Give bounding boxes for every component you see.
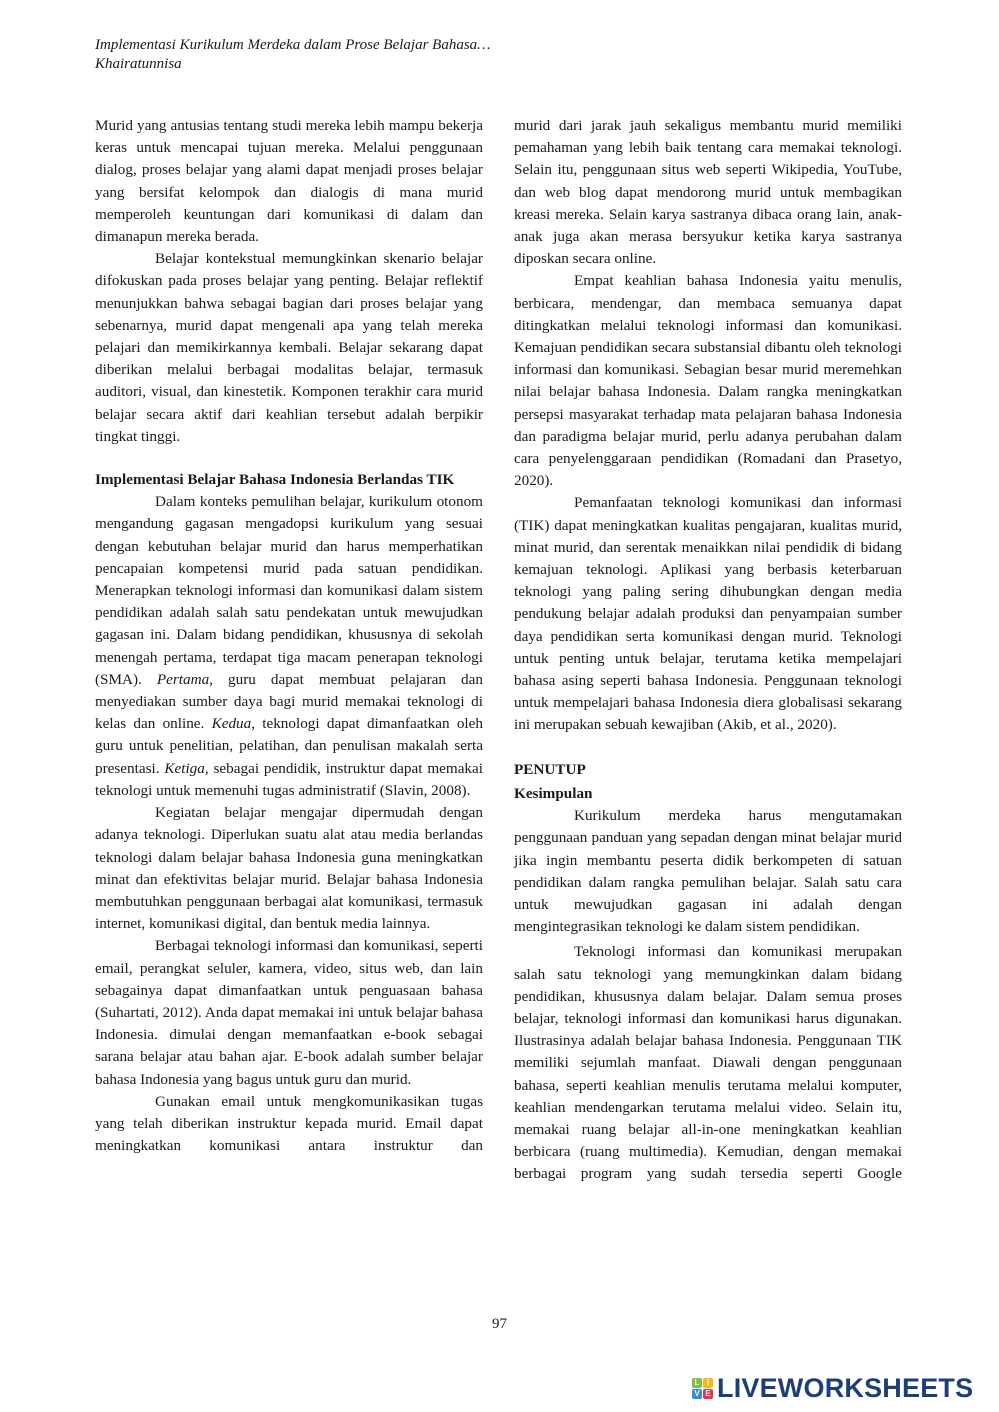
paragraph: Belajar kontekstual memungkinkan skenario belajar difokuskan pada proses belajar yang penting. Belajar reflektif menunjukkan bahwa sebagai bagian dari proses belajar yang sebenarnya, murid dapat mengenali apa yang telah mereka pelajari dan memikirkannya kembali. Belajar sekarang dapat diberikan melalui berbagai modalitas belajar, termasuk auditori, visual, dan kinestetik. Komponen terakhir cara murid belajar secara aktif dari keahlian tersebut adalah berpikir tingkat tinggi. [95, 250, 483, 445]
paragraph: Kurikulum merdeka harus mengutamakan penggunaan panduan yang sepadan dengan minat belajar murid jika ingin membantu peserta didik berkompeten di satuan pendidikan dalam rangka pemulihan belajar. Salah satu cara untuk mewujudkan gagasan ini adalah dengan mengintegrasikan teknologi ke dalam sistem pendidikan. [514, 807, 902, 936]
liveworksheets-logo [692, 1373, 973, 1404]
text-italic: Ketiga [164, 759, 205, 777]
paragraph: Berbagai teknologi informasi dan komunikasi, seperti email, perangkat seluler, kamera, video, situs web, dan lain sebagainya dapat dimanfaatkan untuk penguasaan bahasa (Suhartati, 2012). Anda dapat memakai ini untuk belajar bahasa Indonesia. dimulai dengan memanfaatkan e-book sebagai sarana belajar atau bahan ajar. E-book adalah sumber belajar bahasa Indonesia yang bagus untuk guru dan murid. [95, 937, 483, 1088]
paragraph: Pemanfaatan teknologi komunikasi dan informasi (TIK) dapat meningkatkan kualitas pengajaran, kualitas murid, minat murid, dan serentak menaikkan nilai pendidik di bidang kemajuan teknologi. Aplikasi yang berbasis keterbaruan teknologi yang paling sering dihubungkan dengan media pendukung belajar adalah produksi dan penyampaian sumber daya pendidikan serta komunikasi dengan murid. Teknologi untuk penting untuk belajar, terutama ketika mempelajari bahasa asing seperti bahasa Indonesia. Penggunaan teknologi untuk mempelajari bahasa Indonesia diera globalisasi sekarang ini merupakan sebuah kewajiban (Akib, et al., 2020). [514, 494, 902, 734]
logo-text: LIVEWORKSHEETS [717, 1373, 974, 1403]
logo-block: I [703, 1378, 713, 1388]
paragraph: murid dari jarak jauh sekaligus membantu murid memiliki pemahaman yang lebih baik tentang cara memakai teknologi. Selain itu, penggunaan situs web seperti Wikipedia, YouTube, dan web blog dapat mendorong murid untuk membagikan kreasi mereka. Selain karya sastranya dibaca orang lain, anak-anak juga akan merasa bersyukur ketika karya sastranya diposkan secara online. [514, 117, 902, 268]
paragraph: Gunakan email untuk mengkomunikasikan tugas yang telah diberikan instruktur kepada murid. Email dapat meningkatkan komunikasi antara instruktur dan [95, 1092, 483, 1155]
text: , teknologi dapat dimanfaatkan oleh guru untuk penelitian, pelatihan, dan penulisan makalah serta presentasi. [95, 715, 483, 777]
text: Dalam konteks pemulihan belajar, kurikulum otonom mengandung gagasan mengadopsi kurikulum yang sesuai dengan kebutuhan belajar murid dan harus memperhatikan pencapaian kompetensi murid pada satuan pendidikan. Menerapkan teknologi informasi dan komunikasi dalam sistem pendidikan adalah salah satu pendekatan untuk mewujudkan gagasan ini. Dalam bidang pendidikan, khususnya di sekolah menengah pertama, terdapat tiga macam penerapan teknologi (SMA). [95, 493, 483, 688]
paragraph: Murid yang antusias tentang studi mereka lebih mampu bekerja keras untuk mencapai tujuan mereka. Melalui penggunaan dialog, proses belajar yang alami dapat menjadi proses belajar yang bersifat kelompok dan dialogis di mana murid memperoleh keuntungan dari komunikasi di dalam dan dimanapun mereka berada. [95, 117, 483, 246]
logo-block: V [692, 1389, 702, 1399]
text: , sebagai pendidik, instruktur dapat memakai teknologi untuk memenuhi tugas administratif (Slavin, 2008). [95, 759, 483, 799]
text-italic: Kedua [211, 715, 252, 733]
section-heading: Implementasi Belajar Bahasa Indonesia Berlandas TIK [95, 471, 455, 489]
paragraph: Empat keahlian bahasa Indonesia yaitu menulis, berbicara, mendengar, dan membaca semuanya dapat ditingkatkan melalui teknologi informasi dan komunikasi. Kemajuan pendidikan secara substansial dibantu oleh teknologi informasi dan komunikasi. Sebagian besar murid meremehkan nilai belajar bahasa Indonesia. Dalam rangka meningkatkan persepsi masyarakat terhadap mata pelajaran bahasa Indonesia dan paradigma belajar murid, perlu adanya perubahan dalam cara penyelenggaraan pendidikan (Romadani dan Prasetyo, 2020). [514, 272, 902, 490]
text: guru dapat membuat pelajaran dan menyediakan sumber daya bagi murid memakai teknologi di kelas dan online. [95, 670, 483, 733]
header-title: Implementasi Kurikulum Merdeka dalam Prose Belajar Bahasa… [95, 37, 491, 53]
text-italic: Pertama, [156, 670, 213, 688]
logo-blocks-icon [692, 1378, 713, 1399]
section-heading: PENUTUP [514, 760, 586, 778]
left-column [95, 115, 483, 1157]
logo-block: L [692, 1378, 702, 1388]
logo-block: E [703, 1389, 713, 1399]
paragraph: Kegiatan belajar mengajar dipermudah dengan adanya teknologi. Diperlukan suatu alat atau media berlandas teknologi dalam belajar bahasa Indonesia guna meningkatkan minat dan efektivitas belajar murid. Belajar bahasa Indonesia membutuhkan penggunaan berbagai alat komunikasi, termasuk internet, komunikasi digital, dan bentuk media lainnya. [95, 804, 483, 933]
running-header [95, 36, 491, 74]
page-number: 97 [492, 1316, 507, 1332]
paragraph: Teknologi informasi dan komunikasi merupakan salah satu teknologi yang memungkinkan dalam bidang pendidikan, khususnya dalam belajar. Dalam semua proses belajar, teknologi informasi dan komunikasi harus digunakan. Ilustrasinya adalah belajar bahasa Indonesia. Penggunaan TIK memiliki sejumlah manfaat. Diawali dengan penggunaan bahasa, seperti keahlian menulis terutama melalui komputer, keahlian mendengarkan terutama melalui video. Selain itu, memakai ruang belajar all-in-one meningkatkan keahlian berbicara (ruang multimedia). Kemudian, dengan memakai berbagai program yang sudah tersedia seperti Google [514, 943, 902, 1183]
right-column [514, 115, 902, 1186]
header-author: Khairatunnisa [95, 56, 182, 72]
subsection-heading: Kesimpulan [514, 784, 593, 802]
paragraph [95, 491, 483, 802]
